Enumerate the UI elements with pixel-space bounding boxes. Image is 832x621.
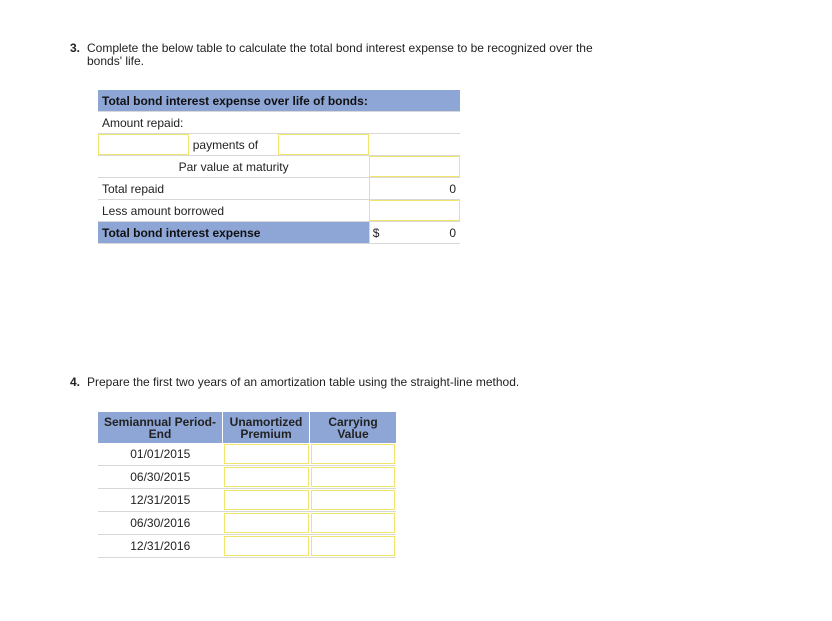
- col-carrying-value: Carrying Value: [310, 412, 397, 443]
- question-4: [70, 376, 630, 389]
- question-3-text: Complete the below table to calculate the total bond interest expense to be recognized over the bonds' life.: [87, 41, 593, 68]
- period-date: 06/30/2015: [98, 466, 223, 489]
- payment-amount-input[interactable]: [278, 134, 369, 156]
- currency-symbol: $: [372, 226, 380, 240]
- par-value-label: Par value at maturity: [98, 156, 369, 178]
- unamortized-premium-input[interactable]: [223, 466, 310, 489]
- unamortized-premium-input[interactable]: [223, 443, 310, 466]
- question-4-text: Prepare the first two years of an amortization table using the straight-line method.: [87, 375, 520, 389]
- unamortized-premium-input[interactable]: [223, 535, 310, 558]
- amount-repaid-label: Amount repaid:: [98, 112, 369, 134]
- amortization-table: [98, 412, 396, 558]
- table-row: [98, 512, 396, 535]
- col-unamortized-premium: Unamortized Premium: [223, 412, 310, 443]
- question-3: [70, 42, 630, 68]
- payments-of-label: payments of: [189, 134, 279, 156]
- par-value-input[interactable]: [369, 156, 460, 178]
- period-date: 12/31/2015: [98, 489, 223, 512]
- table-row: [98, 443, 396, 466]
- carrying-value-input[interactable]: [310, 489, 397, 512]
- amount-borrowed-input[interactable]: [369, 200, 460, 222]
- carrying-value-input[interactable]: [310, 535, 397, 558]
- table-row: [98, 466, 396, 489]
- bond-interest-table: [98, 90, 460, 244]
- carrying-value-input[interactable]: [310, 443, 397, 466]
- carrying-value-input[interactable]: [310, 512, 397, 535]
- total-expense-value: [369, 222, 460, 244]
- period-date: 12/31/2016: [98, 535, 223, 558]
- payments-count-input[interactable]: [98, 134, 189, 156]
- question-3-number: 3.: [70, 41, 81, 55]
- less-borrowed-label: Less amount borrowed: [98, 200, 369, 222]
- table-row: [98, 489, 396, 512]
- bond-interest-table-header: Total bond interest expense over life of bonds:: [98, 90, 460, 112]
- total-repaid-value: 0: [369, 178, 460, 200]
- period-date: 06/30/2016: [98, 512, 223, 535]
- col-period-end: Semiannual Period-End: [98, 412, 223, 443]
- unamortized-premium-input[interactable]: [223, 512, 310, 535]
- carrying-value-input[interactable]: [310, 466, 397, 489]
- period-date: 01/01/2015: [98, 443, 223, 466]
- total-repaid-label: Total repaid: [98, 178, 369, 200]
- unamortized-premium-input[interactable]: [223, 489, 310, 512]
- total-expense-amount: 0: [449, 225, 456, 240]
- total-expense-label: Total bond interest expense: [98, 222, 369, 244]
- table-row: [98, 535, 396, 558]
- question-4-number: 4.: [70, 375, 81, 389]
